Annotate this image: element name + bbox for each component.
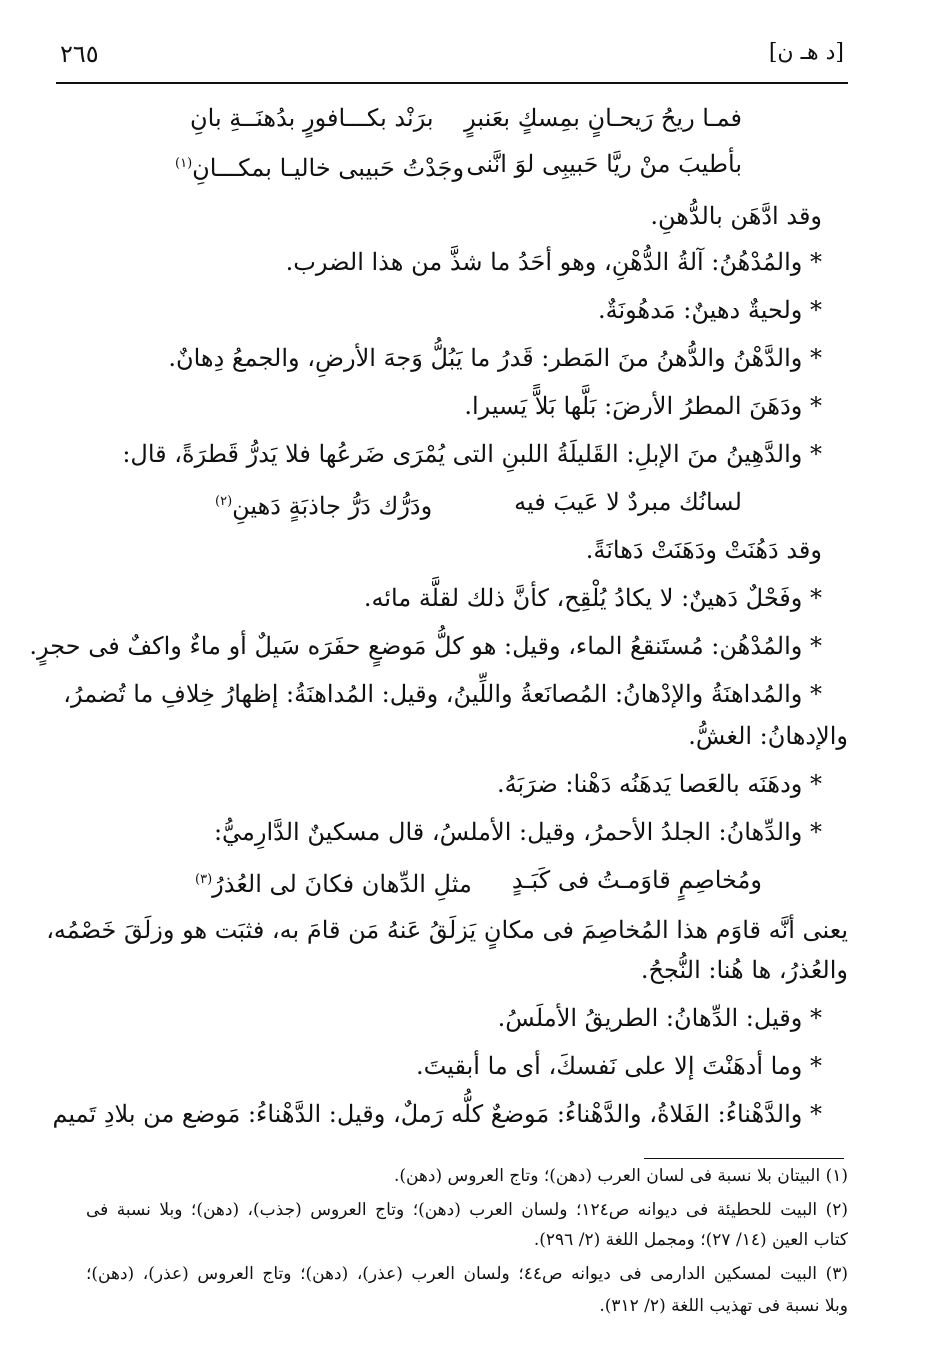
- text-line: يعنى أنَّه قاوَم هذا المُخاصِمَ فى مكانٍ يَزلَقُ عَنهُ مَن قامَ به، فثبَت هو وزلَقَ خَصْمُه،: [46, 916, 848, 944]
- verse-hemistich: بأطيبَ منْ ريَّا حَبيبِى لوَ انَّنى: [466, 150, 742, 178]
- entry-line: * والدَّهْنُ والدُّهنُ منَ المَطر: قَدرُ ما يَبُلُّ وَجهَ الأرضِ، والجمعُ دِهانٌ.: [168, 344, 822, 372]
- verse-text: مثلِ الدِّهان فكانَ لى العُذرُ: [212, 870, 472, 898]
- footnote-rule: [644, 1158, 844, 1159]
- footnote-mark: (٢): [215, 494, 233, 509]
- text-line: والإدهانُ: الغشُّ.: [688, 722, 848, 750]
- entry-line: * والمُداهنَةُ والإدْهانُ: المُصانَعةُ واللِّينُ، وقيل: المُداهنَةُ: إظهارُ خِلافِ ما تُضمرُ،: [63, 680, 822, 708]
- footnote-mark: (٣): [195, 872, 213, 887]
- entry-line: * والمُدْهُن: مُستَنقعُ الماء، وقيل: هو كلُّ مَوضعٍ حفَرَه سَيلٌ أو ماءٌ واكفٌ فى حجرٍ.: [29, 632, 822, 660]
- footnote-mark: (١): [175, 156, 193, 171]
- footnote: كتاب العين (١٤/ ٢٧)؛ ومجمل اللغة (٢/ ٢٩٦).: [533, 1230, 848, 1250]
- verse-text: وجَدْتُ حَبيبى خاليـا بمكـــانِ: [192, 154, 465, 182]
- entry-line: * وفَحْلٌ دَهينٌ: لا يكادُ يُلْقِح، كأنَّ ذلك لقلَّة مائه.: [363, 584, 822, 612]
- verse-hemistich: [195, 860, 472, 904]
- text-line: وقد ادَّهَن بالدُّهنِ.: [650, 202, 822, 230]
- verse-hemistich: [215, 482, 432, 526]
- entry-line: * والدَّهِينُ منَ الإبلِ: القَليلَةُ اللبنِ التى يُمْرَى ضَرعُها فلا يَدرُّ قَطرَةً، قال:: [122, 440, 822, 468]
- entry-line: * ودهَنَه بالعَصا يَدهَنُه دَهْنا: ضرَبَهُ.: [496, 770, 822, 798]
- verse-hemistich: فمـا ريحُ رَيحـانٍ بمِسكٍ بعَنبرٍ: [464, 104, 742, 132]
- entry-line: * والدَّهْناءُ: الفَلاةُ، والدَّهْناءُ: مَوضعٌ كلُّه رَملٌ، وقيل: الدَّهْناءُ: مَوضع من بلادِ تَميم: [52, 1100, 822, 1128]
- entry-line: * والمُدْهُنُ: آلةُ الدُّهْنِ، وهو أحَدُ ما شذَّ من هذا الضرب.: [285, 248, 822, 276]
- text-line: والعُذرُ، ها هُنا: النُّجحُ.: [640, 956, 848, 984]
- footnote: (٣) البيت لمسكين الدارمى فى ديوانه ص٤٤؛ ولسان العرب (عذر)، (دهن)؛ وتاج العروس (عذر)، (دهن)؛: [86, 1264, 848, 1284]
- footnote: (١) البيتان بلا نسبة فى لسان العرب (دهن)؛ وتاج العروس (دهن).: [393, 1166, 848, 1186]
- entry-line: * ودَهَنَ المطرُ الأرضَ: بَلَّها بَلاًّ يَسيرا.: [464, 392, 822, 420]
- verse-text: ودَرُّك دَرُّ جاذبَةٍ دَهينِ: [232, 492, 433, 520]
- entry-line: * ولحيةٌ دهينٌ: مَدهُونَةٌ.: [597, 296, 822, 324]
- footnote: وبلا نسبة فى تهذيب اللغة (٢/ ٣١٢).: [599, 1296, 848, 1316]
- text-line: وقد دَهُنَتْ ودَهَنَتْ دَهانَةً.: [585, 536, 822, 564]
- header-rule: [56, 82, 848, 84]
- verse-hemistich: برَنْد بكـــافورٍ بدُهنَــةِ بانِ: [190, 104, 434, 132]
- footnote: (٢) البيت للحطيئة فى ديوانه ص١٢٤؛ ولسان العرب (دهن)؛ وتاج العروس (جذب)، (دهن)؛ وبلا نسبة فى: [86, 1200, 849, 1220]
- verse-hemistich: لسانُك مبردٌ لا عَيبَ فيه: [514, 488, 742, 516]
- entry-line: * وما أدهَنْتَ إلا على نَفسكَ، أى ما أبقيتَ.: [416, 1052, 822, 1080]
- page-number: ٢٦٥: [60, 40, 99, 68]
- entry-line: * والدِّهانُ: الجلدُ الأحمرُ، وقيل: الأملسُ، قال مسكينٌ الدَّارِميُّ:: [213, 818, 822, 846]
- entry-line: * وقيل: الدِّهانُ: الطريقُ الأملَسُ.: [497, 1004, 822, 1032]
- running-header: [60, 40, 844, 80]
- verse-hemistich: [175, 144, 464, 188]
- verse-hemistich: ومُخاصِمٍ قاوَمـتُ فى كَبَـدٍ: [511, 866, 762, 894]
- root-heading: [د هـ ن]: [768, 40, 844, 65]
